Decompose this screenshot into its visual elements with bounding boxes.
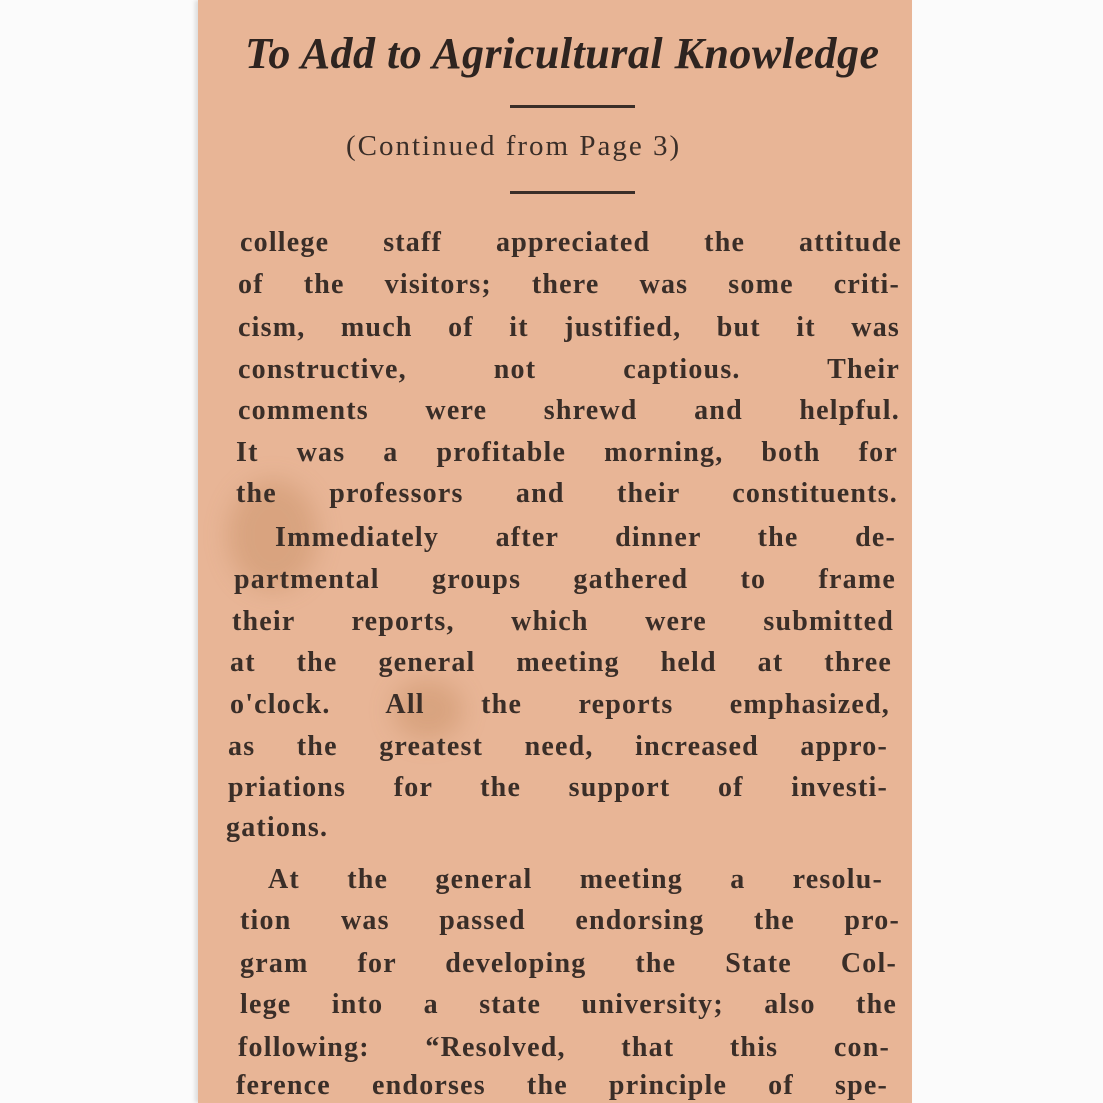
article-line: It was a profitable morning, both for	[236, 437, 898, 468]
divider	[510, 105, 635, 108]
article-line: tion was passed endorsing the pro-	[240, 905, 900, 936]
article-line: of the visitors; there was some criti-	[238, 269, 900, 300]
article-line: cism, much of it justified, but it was	[238, 312, 900, 343]
divider	[510, 191, 635, 194]
article-line: Immediately after dinner the de-	[275, 522, 896, 553]
article-line: At the general meeting a resolu-	[268, 864, 883, 895]
article-line: gations.	[226, 812, 329, 843]
article-line: college staff appreciated the attitude	[240, 227, 902, 258]
article-line: gram for developing the State Col-	[240, 948, 897, 979]
article-line: o'clock. All the reports emphasized,	[230, 689, 890, 720]
article-line: at the general meeting held at three	[230, 647, 892, 678]
article-line: the professors and their constituents.	[236, 478, 898, 509]
article-line: priations for the support of investi-	[228, 772, 888, 803]
article-line: ference endorses the principle of spe-	[236, 1070, 888, 1101]
article-line: their reports, which were submitted	[232, 606, 894, 637]
article-line: as the greatest need, increased appro-	[228, 731, 888, 762]
article-line: partmental groups gathered to frame	[234, 564, 896, 595]
article-line: comments were shrewd and helpful.	[238, 395, 900, 426]
article-line: lege into a state university; also the	[240, 989, 897, 1020]
headline: To Add to Agricultural Knowledge	[245, 29, 880, 78]
article-line: constructive, not captious. Their	[238, 354, 900, 385]
continued-note: (Continued from Page 3)	[346, 130, 682, 162]
article-line: following: “Resolved, that this con-	[238, 1032, 890, 1063]
